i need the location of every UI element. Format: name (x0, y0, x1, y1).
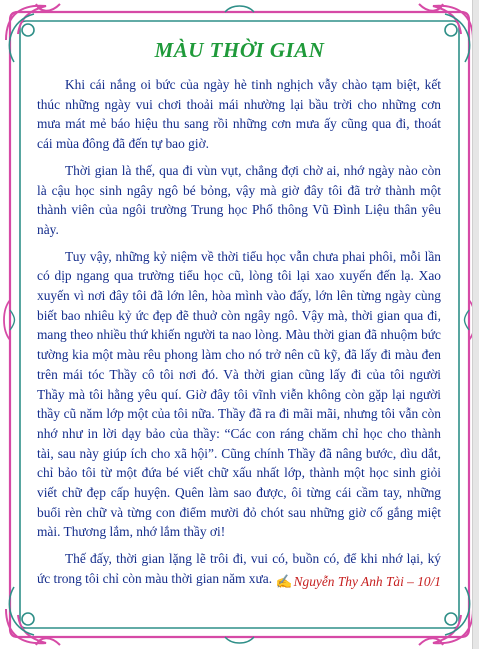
signature (276, 574, 441, 590)
paragraph: Thế đấy, thời gian lặng lẽ trôi đi, vui có, buồn có, để khi nhớ lại, ký ức trong tôi chỉ còn màu thời gian năm xưa. (37, 551, 441, 586)
signature-text: Nguyễn Thy Anh Tài – 10/1 (293, 574, 441, 589)
paragraph: Tuy vậy, những kỷ niệm về thời tiểu học vẫn chưa phai phôi, mỗi lần có dịp ngang qua trường tiểu học cũ, lòng tôi lại xao xuyến đến lạ. Xao xuyến vì nơi đây tôi đã lớn lên, hòa mình vào đấy, lớn lên từng ngày cùng biết bao nhiêu kỷ ức đẹp đẽ thuở còn ngây ngô. Vậy mà, thời gian qua đi, mang theo nhiều thứ khiến người ta nao lòng. Màu thời gian đã nhuộm bức tường kia một màu rêu phong làm cho nó trở nên cũ kỹ, đã lấy đi màu đen trên mái tóc Thầy cô tôi nơi đó. Và thời gian cũng lấy đi của tôi người Thầy mà tôi hằng yêu quí. Giờ đây tôi vĩnh viễn không còn gặp lại người thầy cũ năm lớp một của tôi nữa. Thầy đã ra đi mãi mãi, nhưng tôi vẫn còn nhớ như in lời dạy bảo của thầy: “Các con ráng chăm chỉ học cho thành tài, sau này giúp ích cho xã hội”. Cũng chính Thầy đã nâng bước, dìu dắt, chỉ bảo tôi từ một đứa bé viết chữ xấu nhất lớp, thành một học sinh giỏi viết chữ đẹp cấp huyện. Quên làm sao được, ôi từng cái cầm tay, những buổi rèn chữ và từng con điểm mười đỏ chót sau những giờ cố gắng miệt mài. Thương lắm, nhớ lắm thầy ơi! (37, 248, 441, 540)
paragraph: Khi cái nắng oi bức của ngày hè tinh nghịch vẫy chào tạm biệt, kết thúc những ngày vui chơi thoải mái nhường lại bầu trời cho những cơn mưa mát mẻ báo hiệu thu sang rồi những cơn mưa ấy cũng qua đi, thoát cái mùa đông đã đến tự bao giờ. (37, 77, 441, 152)
scrollbar[interactable] (472, 0, 479, 649)
pen-icon: ✍ (275, 574, 293, 589)
document-title: MÀU THỜI GIAN (154, 38, 325, 62)
document-body (37, 75, 441, 596)
paragraph: Thời gian là thế, qua đi vùn vụt, chẳng đợi chờ ai, nhớ ngày nào còn là cậu học sinh ngây ngô bé bỏng, vậy mà giờ đây tôi đã trở thành một thành viên của ngôi trường Trung học Phổ thông Vũ Đình Liệu thân yêu này. (37, 162, 441, 237)
